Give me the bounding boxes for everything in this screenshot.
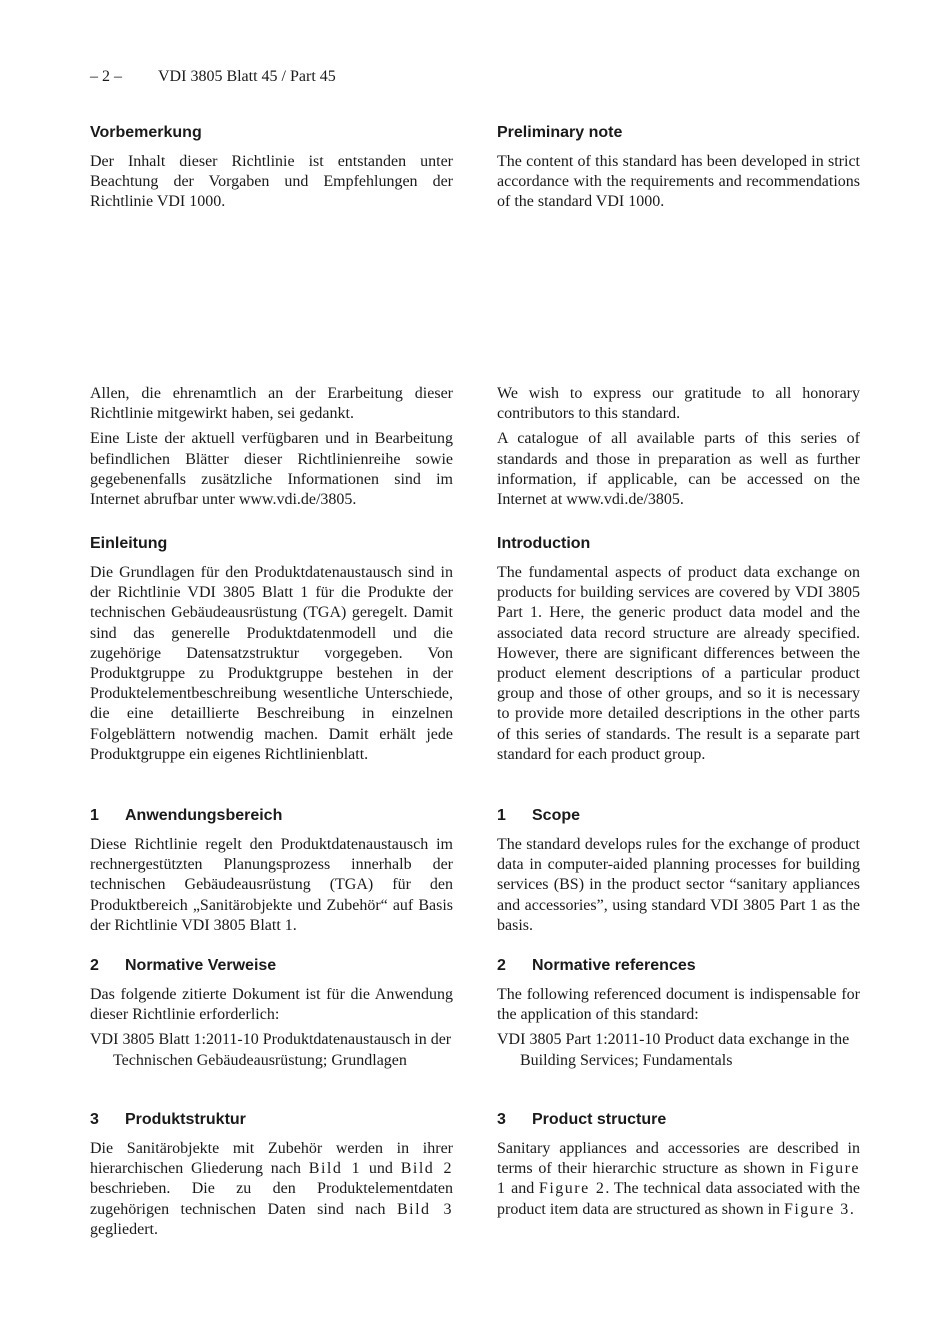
section-1-en [497, 805, 860, 941]
paragraph: The content of this standard has been developed in strict accordance with the requirements and recommendations of the standard VDI 1000. [497, 153, 860, 211]
paragraph: The following referenced document is indispensable for the application of this standard: [497, 986, 860, 1024]
paragraph: Das folgende zitierte Dokument ist für die Anwendung dieser Richtlinie erforderlich: [90, 986, 453, 1024]
section-3-en [497, 1109, 860, 1225]
paragraph: Diese Richtlinie regelt den Produktdatenaustausch im rechnergestützten Planungsprozess innerhalb der technischen Gebäudeausrüstung (TGA) für den Produktbereich „Sanitärobjekte und Zubehör“ auf Basis der Richtlinie VDI 3805 Blatt 1. [90, 836, 453, 934]
acknowledgement-de [90, 384, 453, 515]
paragraph: Der Inhalt dieser Richtlinie ist entstanden unter Beachtung der Vorgaben und Empfehlungen der Richtlinie VDI 1000. [90, 153, 453, 211]
section-heading: Einleitung [90, 535, 168, 552]
figure-reference: Bild 3 [396, 1200, 454, 1218]
acknowledgement-en [497, 384, 860, 515]
introduction-en [497, 533, 860, 770]
preliminary-note-en [497, 122, 860, 218]
section-number: 2 [497, 957, 506, 974]
section-3-de [90, 1109, 453, 1245]
section-heading: Vorbemerkung [90, 124, 202, 141]
section-heading [497, 955, 860, 977]
paragraph: Eine Liste der aktuell verfügbaren und in Bearbeitung befindlichen Blätter dieser Richtlinienreihe sowie gegebenenfalls zusätzliche Informationen sind im Internet abrufbar unter www.vdi.de/3805. [90, 430, 453, 509]
paragraph: Die Grundlagen für den Produktdatenaustausch sind in der Richtlinie VDI 3805 Blatt 1 für die Produkte der technischen Gebäudeausrüstung (TGA) geregelt. Damit sind das generelle Produktdatenmodell und die zugehörige Datensatzstruktur vorgegeben. Von Produktgruppe zu Produktgruppe bestehen in der Produktelementbeschreibung wesentliche Unterschiede, die eine detaillierte Beschreibung in einzelnen Folgeblättern notwendig machen. Damit erhält jede Produktgruppe ein eigenes Richtlinienblatt. [90, 564, 453, 763]
paragraph: A catalogue of all available parts of this series of standards and those in preparation as well as further information, if applicable, can be accessed on the Internet at www.vdi.de/3805. [497, 430, 860, 509]
section-1-de [90, 805, 453, 941]
section-heading [90, 1109, 453, 1131]
figure-reference: Figure 1 [497, 1160, 861, 1198]
figure-reference: Figure 2 [538, 1180, 606, 1198]
figure-reference: Bild 1 [308, 1160, 362, 1178]
introduction-de [90, 533, 453, 770]
section-number: 3 [90, 1111, 99, 1128]
section-title: Product structure [532, 1111, 667, 1128]
section-2-en [497, 955, 860, 1076]
section-heading [90, 955, 453, 977]
section-heading [90, 805, 453, 827]
section-title: Anwendungsbereich [125, 807, 283, 824]
section-heading [497, 1109, 860, 1131]
reference-entry: VDI 3805 Part 1:2011-10 Product data exchange in the Building Services; Fundamentals [497, 1031, 850, 1069]
section-heading: Introduction [497, 535, 591, 552]
section-number: 1 [497, 807, 506, 824]
reference-entry: VDI 3805 Blatt 1:2011-10 Produktdatenaustausch in der Technischen Gebäudeausrüstung; Grundlagen [90, 1031, 452, 1069]
section-title: Scope [532, 807, 581, 824]
section-title: Normative Verweise [125, 957, 277, 974]
section-2-de [90, 955, 453, 1076]
section-title: Produktstruktur [125, 1111, 246, 1128]
section-heading: Preliminary note [497, 124, 623, 141]
section-title: Normative references [532, 957, 696, 974]
section-heading [497, 805, 860, 827]
page-number: – 2 – [90, 68, 122, 85]
page-header [90, 68, 336, 86]
paragraph: Allen, die ehrenamtlich an der Erarbeitung dieser Richtlinie mitgewirkt haben, sei gedankt. [90, 385, 453, 423]
paragraph: We wish to express our gratitude to all honorary contributors to this standard. [497, 385, 860, 423]
section-number: 2 [90, 957, 99, 974]
document-title: VDI 3805 Blatt 45 / Part 45 [158, 68, 336, 85]
preliminary-note-de [90, 122, 453, 218]
section-number: 3 [497, 1111, 506, 1128]
paragraph: Die Sanitärobjekte mit Zubehör werden in ihrer hierarchischen Gliederung nach Bild 1 und Bild 2 beschrieben. Die zu den Produktelementdaten zugehörigen technischen Daten sind nach Bild 3 gegliedert. [90, 1140, 454, 1238]
paragraph: The fundamental aspects of product data exchange on products for building services are covered by VDI 3805 Part 1. Here, the generic product data model and the associated data record structure are already specified. However, there are significant differences between the product element descriptions of a particular product group and those of other groups, and so it is necessary to provide more detailed descriptions in the other parts of this series of standards. The result is a separate part standard for each product group. [497, 564, 860, 763]
paragraph: The standard develops rules for the exchange of product data in computer-aided planning processes for building services (BS) in the product sector “sanitary appliances and accessories”, using standard VDI 3805 Part 1 as the basis. [497, 836, 860, 934]
section-number: 1 [90, 807, 99, 824]
paragraph: Sanitary appliances and accessories are described in terms of their hierarchic structure as shown in Figure 1 and Figure 2. The technical data associated with the product item data are structured as shown in Figure 3. [497, 1140, 861, 1218]
figure-reference: Figure 3 [784, 1200, 850, 1218]
figure-reference: Bild 2 [400, 1160, 454, 1178]
